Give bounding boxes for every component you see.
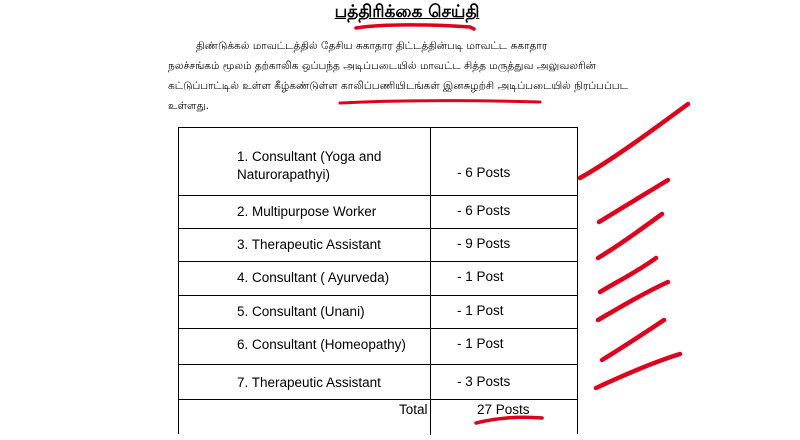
tick-mark [600,258,656,292]
post-count: - 3 Posts [457,374,511,389]
post-count: - 1 Post [457,269,504,284]
tick-mark [598,214,662,258]
tick-mark [596,354,680,388]
page-title: பத்திரிக்கை செய்தி [334,2,480,22]
post-count: - 6 Posts [457,203,511,218]
tick-mark [602,320,664,360]
paragraph-line: திண்டுக்கல் மாவட்டத்தில் தேசிய சுகாதார திட்டத்தின்படி மாவட்ட சுகாதார [196,40,548,52]
paragraph-line: கட்டுப்பாட்டில் உள்ள கீழ்கண்டுள்ள காலிப்பணியிடங்கள் இனசுழற்சி அடிப்படையில் நிரப்பப்பட [168,80,628,92]
tick-mark [580,104,688,178]
paragraph-line: உள்ளது. [168,100,209,112]
post-name: 2. Multipurpose Worker [237,204,377,219]
post-name: 1. Consultant (Yoga and Naturorapathyi) [237,149,382,182]
post-name: 3. Therapeutic Assistant [237,237,381,252]
post-name: 6. Consultant (Homeopathy) [237,337,406,352]
post-name: 7. Therapeutic Assistant [237,375,381,390]
post-name: 4. Consultant ( Ayurveda) [237,270,390,285]
post-count: - 9 Posts [457,236,511,251]
paragraph-underline-mark [340,101,540,103]
total-count: 27 Posts [477,402,530,417]
title-underline-mark [356,25,474,29]
post-name: 5. Consultant (Unani) [237,304,365,319]
post-count: - 1 Post [457,336,504,351]
post-count: - 1 Post [457,303,504,318]
total-underline-mark [476,417,542,423]
total-label: Total [399,402,428,417]
paragraph-line: நலச்சங்கம் மூலம் தற்காலிக ஒப்பந்த அடிப்படையில் மாவட்ட சித்த மருத்துவ அலுவலரின் [168,60,596,72]
post-count: - 6 Posts [457,165,511,180]
